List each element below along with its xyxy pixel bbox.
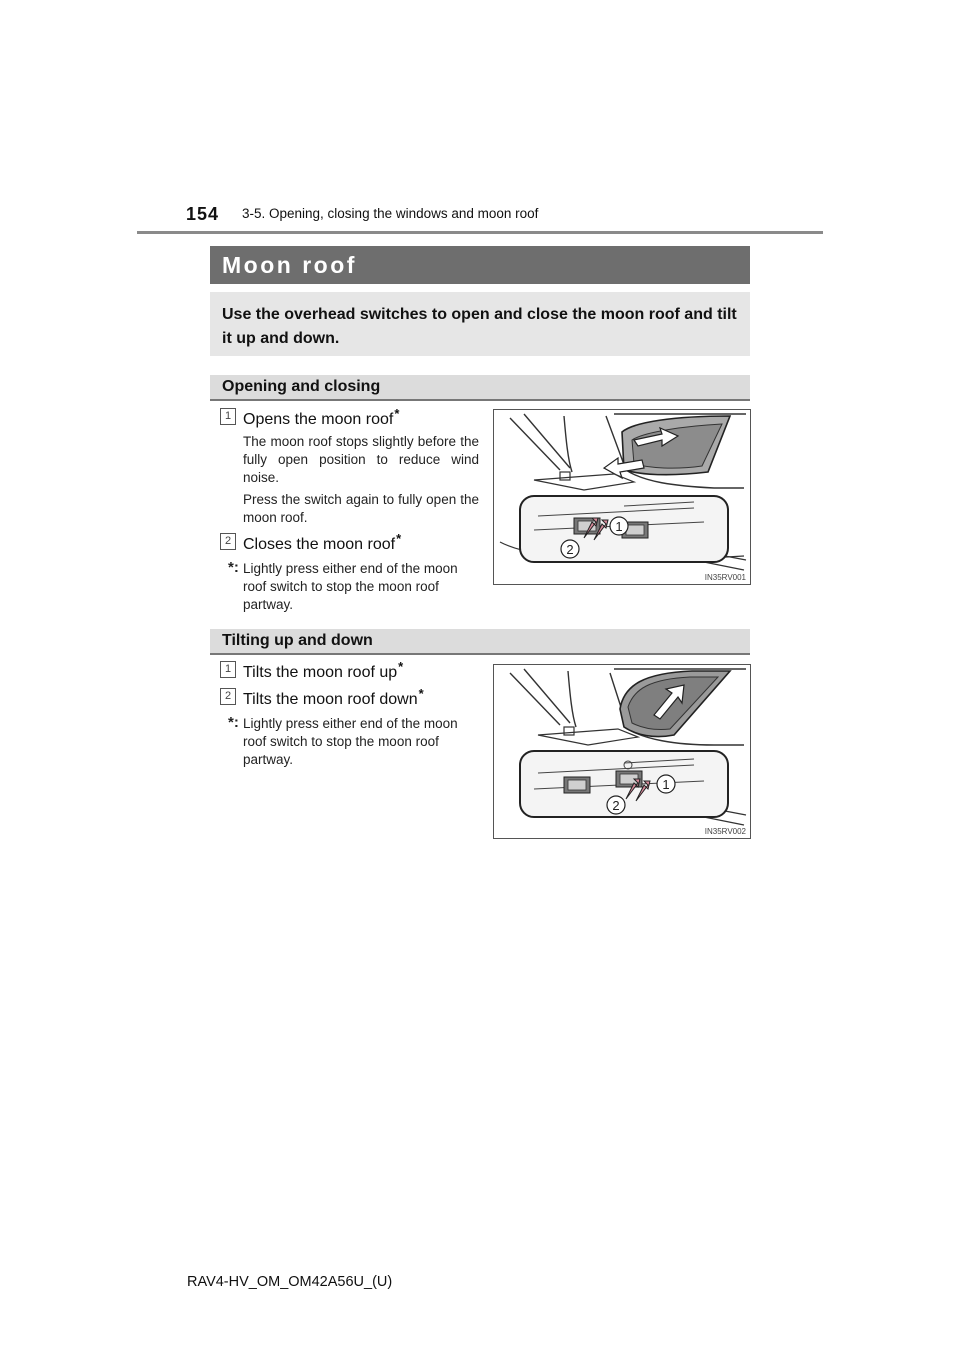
item-label-close [243,531,401,554]
callout-1: 1 [615,519,623,534]
callout-2: 2 [566,542,574,557]
footnote-text: Lightly press either end of the moon roof switch to stop the moon roof partway. [243,561,458,612]
page-title-bar [210,246,750,284]
item-label-text: Opens the moon roof [243,411,394,428]
section-heading-text: Opening and closing [222,378,381,395]
asterisk-mark [228,714,239,732]
section-heading-opening [210,375,750,401]
item-label-text: Closes the moon roof [243,536,396,553]
asterisk-mark: * [418,686,424,701]
header-rule [137,231,823,234]
item-label-tilt-down [243,686,424,709]
figure-tilting [493,664,751,839]
asterisk-mark: * [396,531,402,546]
note-text: The moon roof stops slightly before the fully open position to reduce wind noise. [243,434,479,485]
footer-doc-code: RAV4-HV_OM_OM42A56U_(U) [187,1274,393,1290]
item-number-badge: 2 [220,688,236,705]
item-number-badge: 1 [220,661,236,678]
section-heading-tilting [210,629,750,655]
callout-2: 2 [612,798,620,813]
item-label-text: Tilts the moon roof up [243,664,398,681]
item-label-open [243,406,399,429]
overhead-switch-illustration [494,410,750,584]
page-title: Moon roof [222,252,357,278]
item-label-text: Tilts the moon roof down [243,691,418,708]
note-text: Press the switch again to fully open the moon roof. [243,492,479,525]
item-number-badge: 1 [220,408,236,425]
section-heading-text: Tilting up and down [222,632,373,649]
asterisk-mark [228,559,239,577]
overhead-switch-illustration [494,665,750,838]
footnote-sep: : [233,559,239,576]
figure-opening-closing [493,409,751,585]
intro-text: Use the overhead switches to open and close the moon roof and tilt it up and down. [222,306,737,347]
figure-code: IN35RV002 [704,827,746,836]
intro-box [210,292,750,356]
footnote-mark: * [228,559,234,576]
item-label-tilt-up [243,659,403,682]
asterisk-mark: * [398,659,404,674]
footnote-text: Lightly press either end of the moon roof switch to stop the moon roof partway. [243,716,458,767]
running-head: 3-5. Opening, closing the windows and moon roof [242,206,539,221]
footnote-sep: : [233,714,239,731]
item-number-badge: 2 [220,533,236,550]
footnote [228,714,479,769]
footnote [228,559,479,614]
footnote-mark: * [228,714,234,731]
asterisk-mark: * [394,406,400,421]
page-number: 154 [186,204,220,224]
callout-1: 1 [662,777,670,792]
figure-code: IN35RV001 [704,573,746,582]
